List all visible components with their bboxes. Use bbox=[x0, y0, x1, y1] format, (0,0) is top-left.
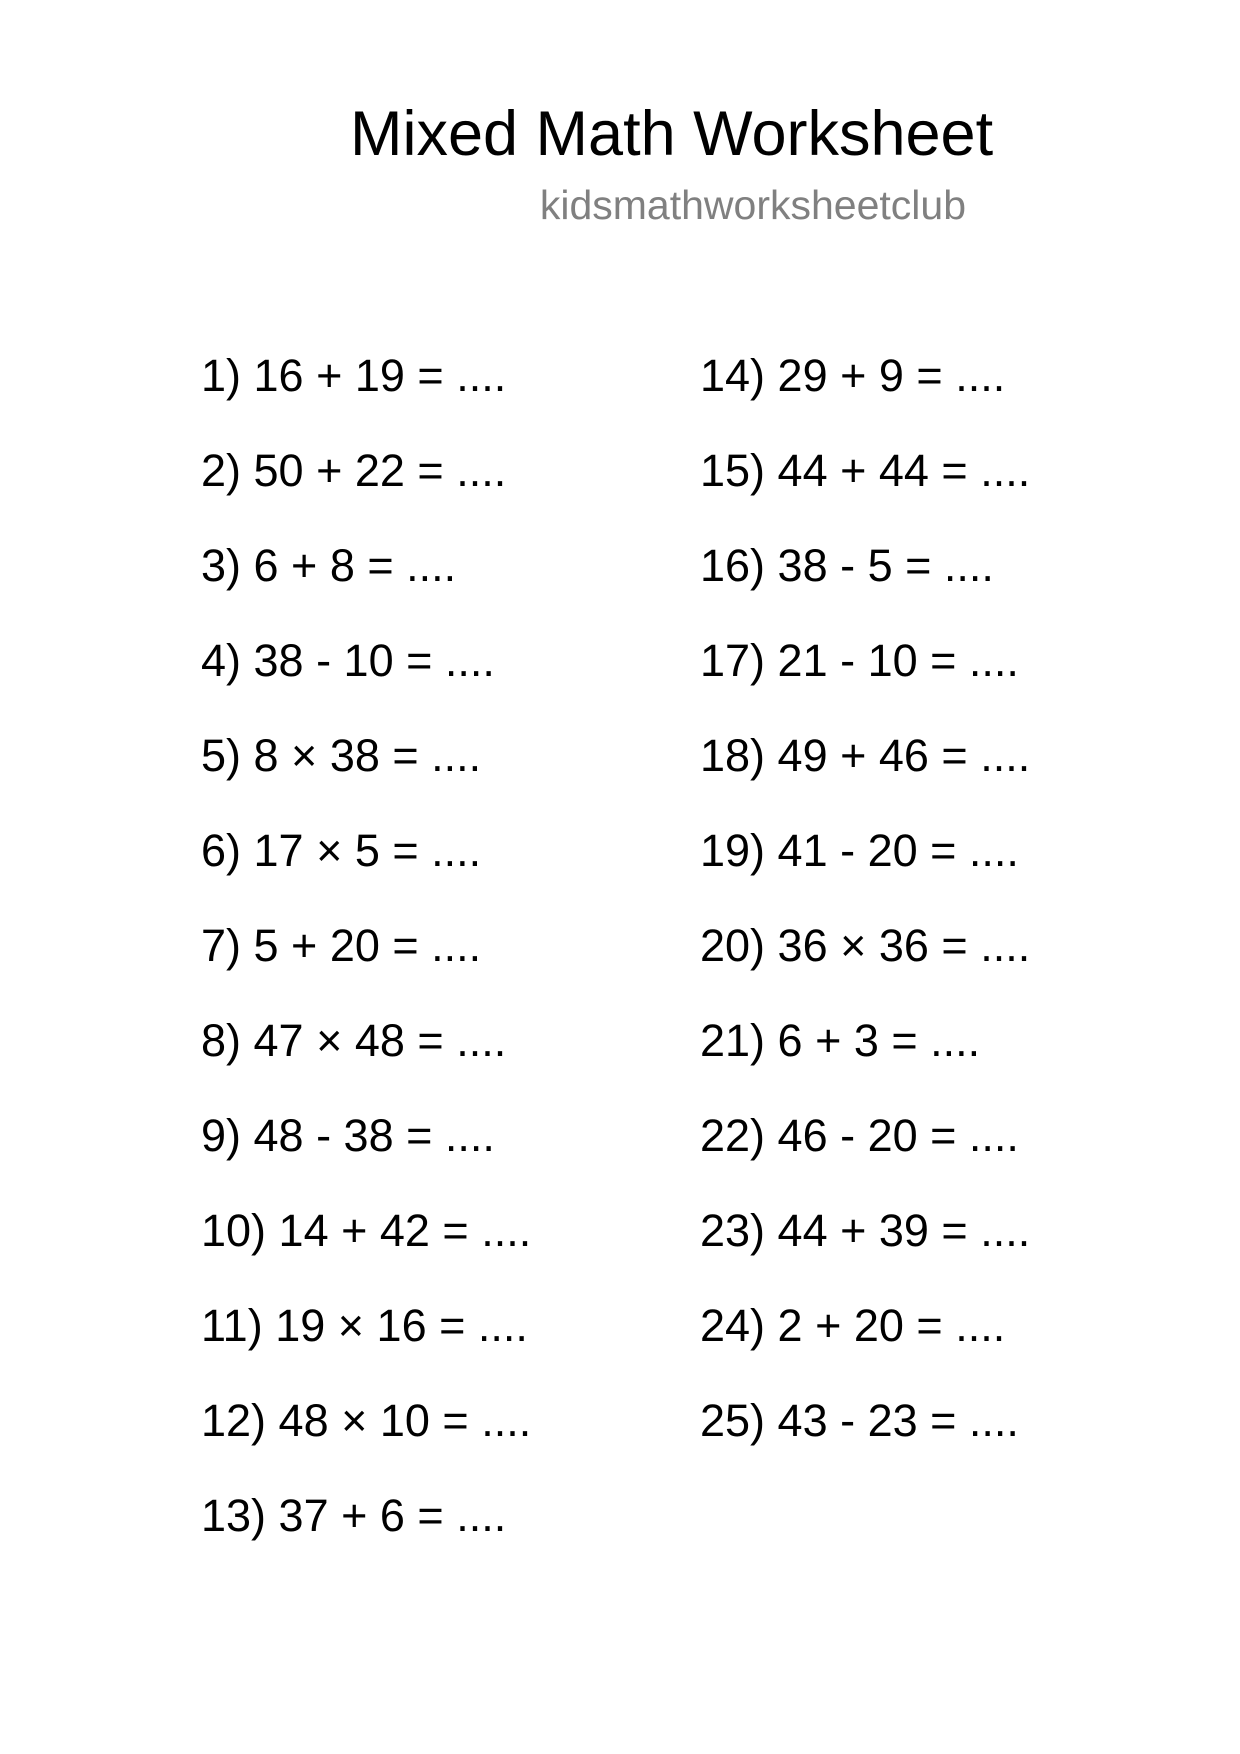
site-subtitle: kidsmathworksheetclub bbox=[539, 182, 966, 228]
math-problem: 25) 43 - 23 = .... bbox=[700, 1395, 1019, 1446]
math-problem: 10) 14 + 42 = .... bbox=[201, 1205, 532, 1256]
math-problem: 4) 38 - 10 = .... bbox=[201, 635, 495, 686]
math-problem: 20) 36 × 36 = .... bbox=[700, 920, 1031, 971]
math-problem: 5) 8 × 38 = .... bbox=[201, 730, 482, 781]
page-title: Mixed Math Worksheet bbox=[350, 99, 994, 169]
math-problem: 2) 50 + 22 = .... bbox=[201, 445, 507, 496]
math-problem: 15) 44 + 44 = .... bbox=[700, 445, 1031, 496]
math-problem: 24) 2 + 20 = .... bbox=[700, 1300, 1006, 1351]
math-problem: 3) 6 + 8 = .... bbox=[201, 540, 457, 591]
math-problem: 18) 49 + 46 = .... bbox=[700, 730, 1031, 781]
math-problem: 21) 6 + 3 = .... bbox=[700, 1015, 981, 1066]
math-problem: 19) 41 - 20 = .... bbox=[700, 825, 1019, 876]
math-problem: 12) 48 × 10 = .... bbox=[201, 1395, 532, 1446]
math-problem: 7) 5 + 20 = .... bbox=[201, 920, 482, 971]
math-problem: 11) 19 × 16 = .... bbox=[201, 1300, 528, 1351]
math-problem: 17) 21 - 10 = .... bbox=[700, 635, 1019, 686]
math-problem: 8) 47 × 48 = .... bbox=[201, 1015, 507, 1066]
math-problem: 16) 38 - 5 = .... bbox=[700, 540, 994, 591]
problem-column-left bbox=[201, 350, 531, 1585]
problem-column-right bbox=[700, 350, 1030, 1490]
math-problem: 23) 44 + 39 = .... bbox=[700, 1205, 1031, 1256]
math-problem: 14) 29 + 9 = .... bbox=[700, 350, 1006, 401]
math-problem: 6) 17 × 5 = .... bbox=[201, 825, 482, 876]
math-problem: 9) 48 - 38 = .... bbox=[201, 1110, 495, 1161]
math-problem: 22) 46 - 20 = .... bbox=[700, 1110, 1019, 1161]
math-problem: 1) 16 + 19 = .... bbox=[201, 350, 507, 401]
math-problem: 13) 37 + 6 = .... bbox=[201, 1490, 507, 1541]
